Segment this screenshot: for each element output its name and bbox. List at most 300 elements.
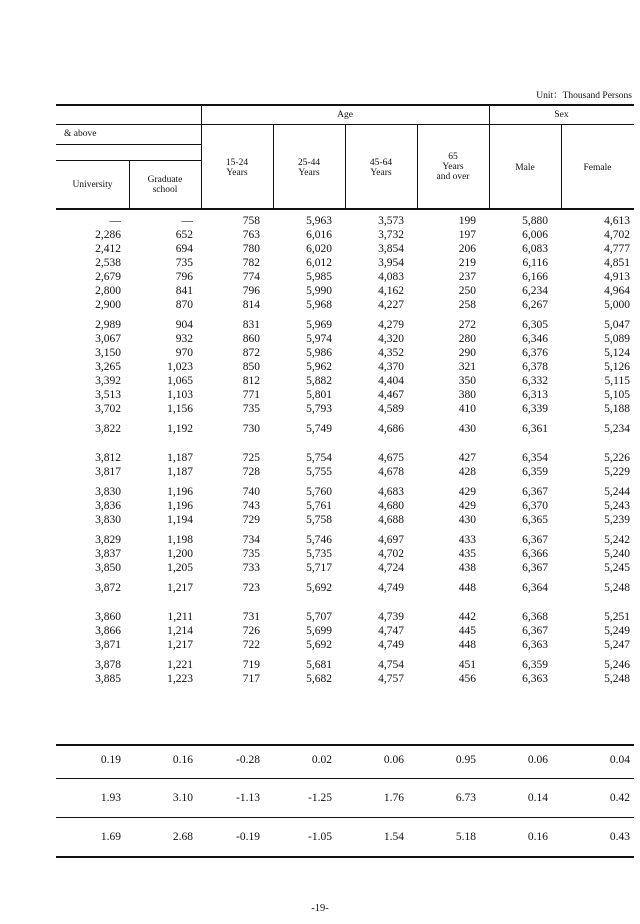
table-cell: 6,364: [522, 582, 548, 594]
table-cell: 6,083: [522, 243, 548, 255]
table-cell: 442: [458, 611, 476, 623]
row-group: [56, 533, 634, 575]
table-cell: 1,198: [167, 534, 193, 546]
table-row: [56, 374, 634, 388]
table-cell: 427: [458, 452, 476, 464]
table-cell: 6,367: [522, 562, 548, 574]
table-cell: 5,105: [604, 389, 630, 401]
table-cell: —: [181, 215, 193, 227]
table-cell: 2,679: [95, 271, 121, 283]
table-cell: 4,754: [378, 659, 404, 671]
table-cell: 771: [242, 389, 260, 401]
table-cell: 0.06: [527, 754, 548, 766]
table-cell: 6,367: [522, 625, 548, 637]
table-cell: 1.93: [100, 792, 121, 804]
table-cell: 734: [242, 534, 260, 546]
table-cell: 5,758: [306, 514, 332, 526]
table-cell: 1,156: [167, 403, 193, 415]
table-row: [56, 499, 634, 513]
table-cell: 5,760: [306, 486, 332, 498]
table-cell: —: [109, 215, 121, 227]
table-cell: 796: [242, 285, 260, 297]
table-row: [56, 465, 634, 479]
stats-rule-1: [56, 778, 634, 779]
table-cell: 3,067: [95, 333, 121, 345]
table-cell: 735: [175, 257, 193, 269]
table-cell: 5,124: [604, 347, 630, 359]
table-cell: 6,363: [522, 673, 548, 685]
table-cell: -0.19: [236, 831, 260, 843]
table-cell: 6,370: [522, 500, 548, 512]
table-cell: 6,267: [522, 299, 548, 311]
table-cell: 0.16: [172, 754, 193, 766]
table-cell: 5,226: [604, 452, 630, 464]
table-cell: 3,871: [95, 639, 121, 651]
table-cell: 5,699: [306, 625, 332, 637]
table-cell: 6,363: [522, 639, 548, 651]
table-cell: 6,332: [522, 375, 548, 387]
age-65-over-header: 65 Years and over: [436, 152, 470, 182]
table-cell: 6,367: [522, 534, 548, 546]
table-cell: 6,166: [522, 271, 548, 283]
table-cell: 0.95: [455, 754, 476, 766]
and-above-label: & above: [64, 129, 97, 139]
table-cell: 4,697: [378, 534, 404, 546]
table-cell: 6.73: [455, 792, 476, 804]
table-cell: 0.43: [609, 831, 630, 843]
table-cell: 5,248: [604, 582, 630, 594]
table-cell: 5,682: [306, 673, 332, 685]
age-15-24-header: 15-24 Years: [225, 158, 249, 178]
table-cell: 4,964: [604, 285, 630, 297]
table-cell: 4,680: [378, 500, 404, 512]
table-cell: 380: [458, 389, 476, 401]
table-cell: 780: [242, 243, 260, 255]
table-cell: 2,800: [95, 285, 121, 297]
table-cell: 6,361: [522, 423, 548, 435]
table-cell: 0.19: [100, 754, 121, 766]
stats-row: [56, 791, 634, 805]
table-cell: 5,234: [604, 423, 630, 435]
table-cell: 740: [242, 486, 260, 498]
table-cell: 5,985: [306, 271, 332, 283]
table-cell: 5,247: [604, 639, 630, 651]
table-cell: 4,749: [378, 639, 404, 651]
table-cell: 272: [458, 319, 476, 331]
table-cell: 782: [242, 257, 260, 269]
table-cell: 5,761: [306, 500, 332, 512]
table-row: [56, 346, 634, 360]
table-cell: 5,126: [604, 361, 630, 373]
table-cell: 237: [458, 271, 476, 283]
table-cell: 904: [175, 319, 193, 331]
table-cell: 6,012: [306, 257, 332, 269]
table-cell: 4,675: [378, 452, 404, 464]
table-cell: 0.14: [527, 792, 548, 804]
table-cell: 3,866: [95, 625, 121, 637]
stats-row: [56, 830, 634, 844]
table-cell: 4,702: [378, 548, 404, 560]
table-cell: 735: [242, 548, 260, 560]
table-cell: -1.25: [308, 792, 332, 804]
table-cell: 1,214: [167, 625, 193, 637]
table-cell: 719: [242, 659, 260, 671]
table-cell: 3,872: [95, 582, 121, 594]
table-cell: 5,963: [306, 215, 332, 227]
table-row: [56, 547, 634, 561]
table-cell: 6,359: [522, 659, 548, 671]
table-cell: 321: [458, 361, 476, 373]
table-cell: 429: [458, 486, 476, 498]
table-cell: 2,989: [95, 319, 121, 331]
table-cell: 1,205: [167, 562, 193, 574]
table-cell: 5,793: [306, 403, 332, 415]
table-cell: 3,817: [95, 466, 121, 478]
table-cell: 1.76: [383, 792, 404, 804]
table-cell: 6,368: [522, 611, 548, 623]
age-header: Age: [337, 110, 353, 120]
table-cell: 1.54: [383, 831, 404, 843]
table-cell: 6,016: [306, 229, 332, 241]
table-cell: -1.13: [236, 792, 260, 804]
table-cell: 743: [242, 500, 260, 512]
table-cell: 5,692: [306, 582, 332, 594]
table-cell: 3,954: [378, 257, 404, 269]
table-cell: 726: [242, 625, 260, 637]
table-cell: 5,755: [306, 466, 332, 478]
row-group: [56, 485, 634, 527]
table-cell: 250: [458, 285, 476, 297]
table-cell: 6,339: [522, 403, 548, 415]
table-cell: 4,777: [604, 243, 630, 255]
table-cell: 5,000: [604, 299, 630, 311]
table-cell: 0.06: [383, 754, 404, 766]
table-row: [56, 513, 634, 527]
table-cell: 5,243: [604, 500, 630, 512]
table-cell: 6,313: [522, 389, 548, 401]
table-cell: 652: [175, 229, 193, 241]
table-row: [56, 228, 634, 242]
table-cell: 3,836: [95, 500, 121, 512]
table-cell: 6,006: [522, 229, 548, 241]
table-cell: 6,367: [522, 486, 548, 498]
table-cell: 3,732: [378, 229, 404, 241]
stats-top-rule: [56, 744, 634, 746]
table-cell: 3,573: [378, 215, 404, 227]
table-cell: 5,244: [604, 486, 630, 498]
table-cell: 717: [242, 673, 260, 685]
table-cell: 1,217: [167, 639, 193, 651]
table-cell: 445: [458, 625, 476, 637]
table-row: [56, 451, 634, 465]
table-cell: 3,812: [95, 452, 121, 464]
table-cell: 4,227: [378, 299, 404, 311]
table-cell: 3,850: [95, 562, 121, 574]
table-cell: 872: [242, 347, 260, 359]
table-cell: 5,251: [604, 611, 630, 623]
table-cell: 970: [175, 347, 193, 359]
table-row: [56, 638, 634, 652]
table-cell: 5,749: [306, 423, 332, 435]
table-cell: 5,249: [604, 625, 630, 637]
table-cell: 3,150: [95, 347, 121, 359]
table-cell: 6,365: [522, 514, 548, 526]
table-cell: 3,885: [95, 673, 121, 685]
table-cell: 4,739: [378, 611, 404, 623]
table-cell: 694: [175, 243, 193, 255]
table-cell: 4,352: [378, 347, 404, 359]
table-cell: 3,702: [95, 403, 121, 415]
table-cell: 1,103: [167, 389, 193, 401]
table-cell: 5,801: [306, 389, 332, 401]
table-cell: 451: [458, 659, 476, 671]
table-cell: 4,404: [378, 375, 404, 387]
table-cell: 5,246: [604, 659, 630, 671]
table-cell: 0.04: [609, 754, 630, 766]
table-cell: 6,346: [522, 333, 548, 345]
table-cell: 774: [242, 271, 260, 283]
table-cell: 1,194: [167, 514, 193, 526]
table-cell: 5,245: [604, 562, 630, 574]
table-row: [56, 658, 634, 672]
university-header: University: [72, 180, 113, 190]
table-cell: 4,757: [378, 673, 404, 685]
row-group: [56, 610, 634, 652]
table-cell: 4,589: [378, 403, 404, 415]
table-cell: 5,188: [604, 403, 630, 415]
left-header-rule-1: [56, 124, 201, 125]
row-group: [56, 658, 634, 686]
table-cell: 1,217: [167, 582, 193, 594]
table-cell: 3,830: [95, 514, 121, 526]
table-cell: 2,412: [95, 243, 121, 255]
table-cell: 1,196: [167, 486, 193, 498]
table-cell: 3,854: [378, 243, 404, 255]
table-cell: 2.68: [172, 831, 193, 843]
table-cell: 6,234: [522, 285, 548, 297]
table-cell: 3,392: [95, 375, 121, 387]
table-cell: 2,538: [95, 257, 121, 269]
table-cell: 5,240: [604, 548, 630, 560]
table-cell: 3,837: [95, 548, 121, 560]
row-group: [56, 422, 634, 436]
table-cell: 1,200: [167, 548, 193, 560]
table-cell: 430: [458, 514, 476, 526]
row-group: [56, 318, 634, 416]
table-row: [56, 422, 634, 436]
table-cell: 1,192: [167, 423, 193, 435]
table-cell: 5,115: [604, 375, 630, 387]
table-cell: 5,754: [306, 452, 332, 464]
table-cell: 456: [458, 673, 476, 685]
table-row: [56, 672, 634, 686]
table-cell: 5,968: [306, 299, 332, 311]
table-row: [56, 624, 634, 638]
graduate-school-header: Graduate school: [147, 175, 183, 195]
table-cell: 730: [242, 423, 260, 435]
table-row: [56, 533, 634, 547]
table-cell: 199: [458, 215, 476, 227]
table-cell: 5,880: [522, 215, 548, 227]
table-row: [56, 318, 634, 332]
table-cell: 5.18: [455, 831, 476, 843]
table-cell: 5,047: [604, 319, 630, 331]
table-cell: 6,116: [522, 257, 548, 269]
table-cell: 6,305: [522, 319, 548, 331]
table-cell: 5,962: [306, 361, 332, 373]
row-group: [56, 581, 634, 595]
table-cell: 410: [458, 403, 476, 415]
table-cell: 729: [242, 514, 260, 526]
table-cell: 758: [242, 215, 260, 227]
table-cell: 4,613: [604, 215, 630, 227]
table-cell: 5,239: [604, 514, 630, 526]
table-cell: 831: [242, 319, 260, 331]
table-cell: 0.42: [609, 792, 630, 804]
table-cell: 4,279: [378, 319, 404, 331]
table-cell: 5,681: [306, 659, 332, 671]
age-25-44-header: 25-44 Years: [297, 158, 321, 178]
table-cell: 1.69: [100, 831, 121, 843]
table-cell: 6,359: [522, 466, 548, 478]
table-row: [56, 332, 634, 346]
table-cell: 6,366: [522, 548, 548, 560]
table-row: [56, 242, 634, 256]
table-row: [56, 360, 634, 374]
table-cell: 4,683: [378, 486, 404, 498]
table-cell: 4,702: [604, 229, 630, 241]
unit-label: Unit：Thousand Persons: [536, 91, 632, 101]
table-cell: 428: [458, 466, 476, 478]
table-cell: 6,020: [306, 243, 332, 255]
table-cell: 5,735: [306, 548, 332, 560]
table-cell: 814: [242, 299, 260, 311]
table-cell: 4,749: [378, 582, 404, 594]
table-row: [56, 270, 634, 284]
table-cell: 860: [242, 333, 260, 345]
male-header: Male: [515, 163, 535, 173]
table-cell: 433: [458, 534, 476, 546]
table-cell: 2,286: [95, 229, 121, 241]
table-row: [56, 610, 634, 624]
table-cell: 4,724: [378, 562, 404, 574]
table-top-rule: [56, 104, 634, 106]
table-cell: 5,882: [306, 375, 332, 387]
table-row: [56, 485, 634, 499]
table-cell: 1,211: [167, 611, 193, 623]
table-cell: 197: [458, 229, 476, 241]
table-cell: 5,986: [306, 347, 332, 359]
table-cell: 733: [242, 562, 260, 574]
table-row: [56, 581, 634, 595]
table-cell: 6,376: [522, 347, 548, 359]
table-cell: 5,974: [306, 333, 332, 345]
table-row: [56, 284, 634, 298]
table-cell: -1.05: [308, 831, 332, 843]
female-header: Female: [583, 163, 612, 173]
table-cell: 4,686: [378, 423, 404, 435]
table-cell: 723: [242, 582, 260, 594]
table-cell: 763: [242, 229, 260, 241]
table-cell: 4,467: [378, 389, 404, 401]
table-cell: 6,378: [522, 361, 548, 373]
table-cell: 290: [458, 347, 476, 359]
table-cell: 1,065: [167, 375, 193, 387]
table-cell: 448: [458, 639, 476, 651]
table-cell: 448: [458, 582, 476, 594]
table-cell: 0.16: [527, 831, 548, 843]
stats-bottom-rule: [56, 856, 634, 858]
table-cell: -0.28: [236, 754, 260, 766]
stats-row: [56, 753, 634, 767]
table-cell: 1,023: [167, 361, 193, 373]
table-cell: 870: [175, 299, 193, 311]
table-cell: 725: [242, 452, 260, 464]
row-group: [56, 214, 634, 312]
table-cell: 6,354: [522, 452, 548, 464]
table-cell: 3,829: [95, 534, 121, 546]
table-cell: 4,913: [604, 271, 630, 283]
table-cell: 3,513: [95, 389, 121, 401]
table-cell: 4,678: [378, 466, 404, 478]
table-body: [56, 214, 634, 692]
table-cell: 5,692: [306, 639, 332, 651]
table-cell: 219: [458, 257, 476, 269]
table-cell: 4,688: [378, 514, 404, 526]
table-cell: 438: [458, 562, 476, 574]
table-cell: 4,083: [378, 271, 404, 283]
table-cell: 3,265: [95, 361, 121, 373]
table-cell: 731: [242, 611, 260, 623]
table-cell: 4,851: [604, 257, 630, 269]
table-row: [56, 388, 634, 402]
table-cell: 5,242: [604, 534, 630, 546]
table-cell: 1,223: [167, 673, 193, 685]
table-cell: 430: [458, 423, 476, 435]
table-cell: 5,746: [306, 534, 332, 546]
row-group: [56, 451, 634, 479]
table-cell: 258: [458, 299, 476, 311]
table-cell: 5,229: [604, 466, 630, 478]
age-45-64-header: 45-64 Years: [369, 158, 393, 178]
table-cell: 5,089: [604, 333, 630, 345]
table-row: [56, 214, 634, 228]
table-row: [56, 561, 634, 575]
table-cell: 3.10: [172, 792, 193, 804]
sex-header: Sex: [554, 110, 569, 120]
table-row: [56, 402, 634, 416]
table-row: [56, 298, 634, 312]
table-cell: 3,878: [95, 659, 121, 671]
table-cell: 1,187: [167, 466, 193, 478]
table-cell: 728: [242, 466, 260, 478]
table-cell: 5,248: [604, 673, 630, 685]
table-cell: 722: [242, 639, 260, 651]
table-cell: 5,990: [306, 285, 332, 297]
header-bottom-rule: [56, 208, 634, 210]
table-cell: 4,747: [378, 625, 404, 637]
table-cell: 812: [242, 375, 260, 387]
table-cell: 5,717: [306, 562, 332, 574]
table-cell: 796: [175, 271, 193, 283]
table-cell: 932: [175, 333, 193, 345]
table-cell: 2,900: [95, 299, 121, 311]
table-cell: 841: [175, 285, 193, 297]
table-cell: 350: [458, 375, 476, 387]
left-header-rule-2: [56, 144, 201, 145]
table-cell: 5,707: [306, 611, 332, 623]
table-cell: 0.02: [311, 754, 332, 766]
